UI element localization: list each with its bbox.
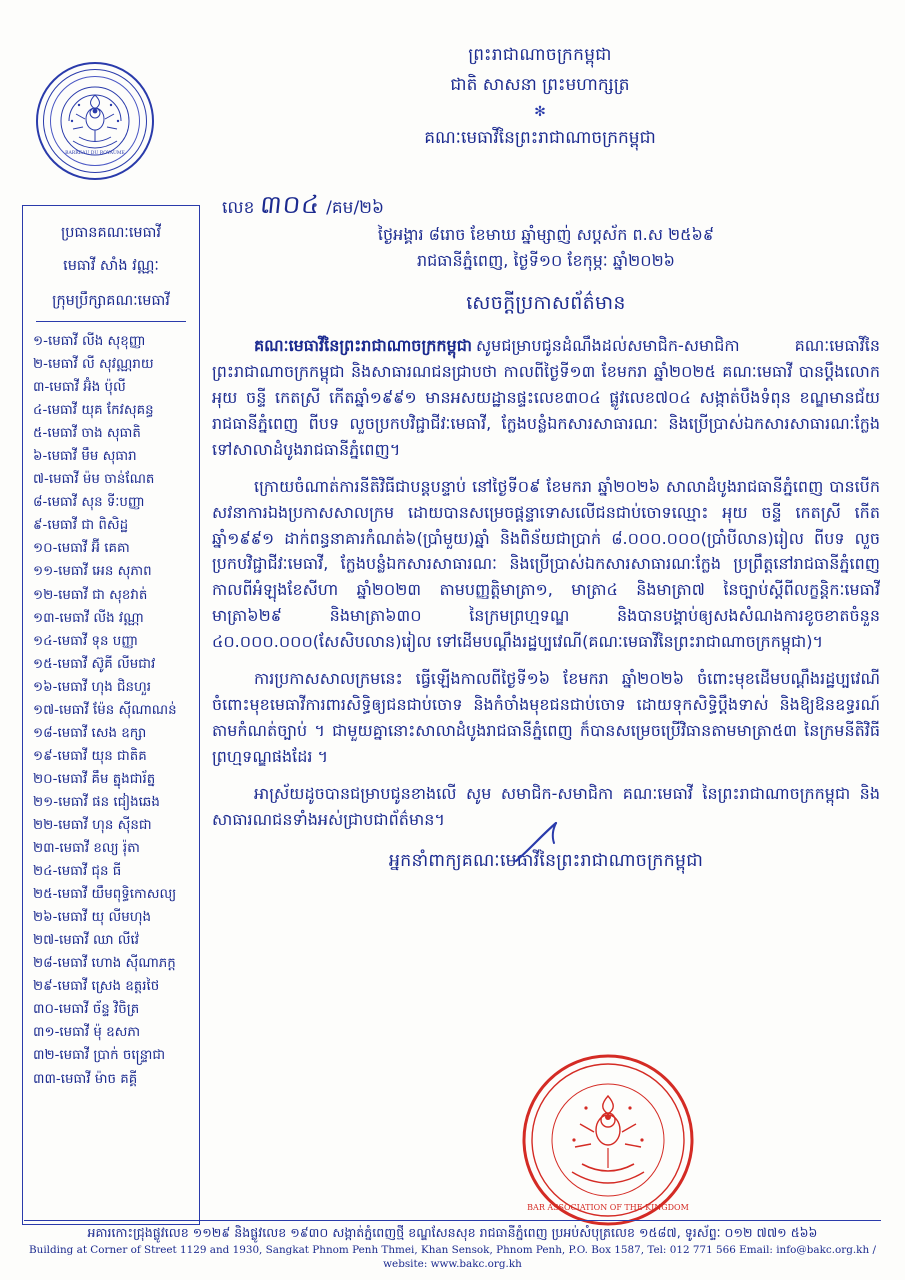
list-item: ២៤-មេធាវី ជុន ធី: [33, 864, 122, 880]
document-header: [210, 42, 870, 152]
footer-address-english: Building at Corner of Street 1129 and 1930, Sangkat Phnom Penh Thmei, Khan Sensok, Phnom Penh, P.O. Box 1587, Tel: 012 771 566 Email: info@bakc.org.kh / website: www.bakc.org.kh: [29, 1243, 876, 1271]
list-item: ៦-មេធាវី មឹម សុធារា: [33, 449, 137, 465]
paragraph-3: ការប្រកាសសាលក្រមនេះ ធ្វើឡើងកាលពីថ្ងៃទី១៦ ខែមករា ឆ្នាំ២០២៦ ចំពោះមុខដើមបណ្តឹងរដ្ឋប្បវេណី ចំពោះមុខមេធាវីការពារសិទ្ធិឲ្យជនជាប់ចោទ និងកំចាំងមុខជនជាប់ចោទ ដោយទុកសិទ្ធិប្តឹងទាស់ និងឱ្យឱនឧទ្ធរណ៍តាមកំណត់ច្បាប់ ។ ជាមួយគ្នានោះសាលាដំបូងរាជធានីភ្នំពេញ ក៏បានសម្រេចប្រើវិធានតាមមាត្រា៥៣ នៃក្រមនីតិវិធីព្រហ្មទណ្ឌផងដែរ ។: [212, 669, 880, 766]
list-item: ៣-មេធាវី អ៊ំង ប៉ុលី: [33, 380, 126, 396]
bar-association-emblem: [36, 62, 154, 180]
svg-text:BARREAU DU ROYAUME: BARREAU DU ROYAUME: [65, 151, 125, 156]
footer-divider: [24, 1220, 881, 1222]
lunar-date: ថ្ងៃអង្គារ ៨រោច ខែមាឃ ឆ្នាំម្សាញ់ សប្តស័ក ព.ស ២៥៦៩: [377, 225, 715, 244]
list-item: ១៧-មេធាវី ម៉ែន ស៊ីណាណន់: [33, 702, 177, 718]
document-footer: [0, 1220, 905, 1272]
sidebar-president-label: ប្រធានគណៈមេធាវី: [60, 225, 162, 241]
paragraph-2: ក្រោយចំណាត់ការនីតិវិធីជាបន្តបន្ទាប់ នៅថ្ងៃទី០៩ ខែមករា ឆ្នាំ២០២៦ សាលាដំបូងរាជធានីភ្នំពេញ បានបើកសវនាការឯងប្រកាសសាលក្រម ដោយបានសម្រេចផ្តន្ទាទោសលើជនជាប់ចោទឈ្មោះ អុយ ចន្ទី កេតស្រី កើតឆ្នាំ១៩៩១ ដាក់ពន្ធនាគារកំណត់៦(ប្រាំមួយ)ឆ្នាំ និងពិន័យជាប្រាក់ ៨.០០០.០០០(ប្រាំបីលាន)រៀល ពីបទ លួចប្រកបវិជ្ជាជីវៈមេធាវី, ក្លែងបន្លំឯកសារសាធារណៈ និងប្រើប្រាស់ឯកសារសាធារណៈក្លែង ប្រព្រឹត្តនៅរាជធានីភ្នំពេញ កាលពីអំឡុងខែសីហា ឆ្នាំ២០២៣ តាមបញ្ញត្តិមាត្រា១, មាត្រា៤ និងមាត្រា៧ នៃច្បាប់ស្តីពីលក្ខន្តិកៈមេធាវី មាត្រា៦២៩ និងមាត្រា៦៣០ នៃក្រមព្រហ្មទណ្ឌ និងបានបង្គាប់ឲ្យសងសំណងការខូចខាតចំនួន ៤០.០០០.០០០(សែសិបលាន)រៀល ទៅដើមបណ្តឹងរដ្ឋប្បវេណី(គណៈមេធាវីនៃព្រះរាជាណាចក្រកម្ពុជា)។: [212, 476, 880, 652]
document-number: [222, 190, 384, 226]
list-item: ២០-មេធាវី គឹម ត្នុងជារ័ត្ន: [33, 771, 156, 787]
sidebar-group-label: ក្រុមប្រឹក្សាគណៈមេធាវី: [52, 293, 170, 309]
emblem-inner-ring-2: [50, 76, 140, 166]
list-item: ១៥-មេធាវី ស៊ូគី លីមជាវ: [33, 656, 156, 672]
list-item: ១-មេធាវី លីង សុខុញ្ញា: [33, 334, 146, 349]
list-item: ២៩-មេធាវី ស្រេង ឧត្តរថៃ: [33, 979, 160, 995]
footer-address-khmer: អគារកោះជ្រុងផ្លូវលេខ ១១២៩ និងផ្លូវលេខ ១៩៣០ សង្កាត់ភ្នំពេញថ្មី ខណ្ឌសែនសុខ រាជធានីភ្នំពេញ ប្រអប់សំបុត្រលេខ ១៥៨៧, ទូរស័ព្ទៈ ០១២ ៧៧១ ៥៦៦: [87, 1225, 818, 1241]
list-item: ៥-មេធាវី ចាង សុធាតិ: [33, 426, 141, 442]
list-item: ១៣-មេធាវី លីង វណ្ណា: [33, 610, 144, 626]
paragraph-4: អាស្រ័យដូចបានជម្រាបជូនខាងលើ សូម សមាជិក-សមាជិកា គណៈមេធាវី នៃព្រះរាជាណាចក្រកម្ពុជា និងសាធារណជនទាំងអស់ជ្រាបជាព័ត៌មាន។: [212, 783, 880, 829]
list-item: ២៨-មេធាវី ហោង ស៊ីណាភក្ត: [33, 956, 176, 972]
list-item: ៣៣-មេធាវី ម៉ាច គគ្គី: [33, 1071, 138, 1087]
sidebar-president-name: មេធាវី សាំង វណ្ណៈ: [63, 258, 159, 274]
paragraph-1-text: សូមជម្រាបជូនដំណឹងដល់សមាជិក-សមាជិកា គណៈមេធាវីនៃព្រះរាជាណាចក្រកម្ពុជា និងសាធារណជនជ្រាបថា កាលពីថ្ងៃទី១៣ ខែមករា ឆ្នាំ២០២៥ គណៈមេធាវី បានប្តឹងលោក អុយ ចន្ទី កេតស្រី កើតឆ្នាំ១៩៩១ មានអសយដ្ឋានផ្ទះលេខ៣០៤ ផ្លូវលេខ៧០៤ សង្កាត់បឹងទំពុន ខណ្ឌមានជ័យ រាជធានីភ្នំពេញ ពីបទ លួចប្រកបវិជ្ជាជីវៈមេធាវី, ក្លែងបន្លំឯកសារសាធារណៈ និងប្រើប្រាស់ឯកសារសាធារណៈក្លែង ទៅសាលាដំបូងរាជធានីភ្នំពេញ។: [212, 336, 880, 459]
kingdom-line: ព្រះរាជាណាចក្រកម្ពុជា: [468, 45, 612, 65]
list-item: ៨-មេធាវី សុន ទីៈបញ្ញា: [33, 495, 145, 511]
gregorian-date: រាជធានីភ្នំពេញ, ថ្ងៃទី១០ ខែកុម្ភៈ ឆ្នាំ២០២៦: [416, 250, 676, 270]
document-number-label: លេខ: [222, 198, 255, 218]
list-item: ៣១-មេធាវី ម៉ុ ឧសភា: [33, 1025, 141, 1041]
list-item: ២១-មេធាវី ផន ជៀងឆេង: [33, 794, 160, 810]
sidebar-member-list: [29, 330, 193, 1091]
council-sidebar: [22, 205, 200, 1225]
page-title: សេចក្តីប្រកាសព័ត៌មាន: [466, 292, 626, 315]
list-item: ២៥-មេធាវី យឹមពុទ្ធិកោសល្យ: [33, 887, 177, 903]
document-number-value: ៣០៤: [259, 190, 323, 219]
star-decoration-icon: ✻: [534, 103, 546, 120]
signature-block: [212, 849, 880, 875]
official-red-seal: [508, 1052, 708, 1228]
list-item: ២-មេធាវី លី សុវណ្ណរាយ: [33, 357, 154, 373]
list-item: ១៦-មេធាវី ហុង ជិនហួរ: [33, 679, 151, 695]
institution-line: គណៈមេធាវីនៃព្រះរាជាណាចក្រកម្ពុជា: [424, 128, 656, 149]
list-item: ២៦-មេធាវី យុ លីមហុង: [33, 910, 151, 926]
date-block: [212, 222, 880, 273]
signature-title: អ្នកនាំពាក្យគណៈមេធាវីនៃព្រះរាជាណាចក្រកម្ពុជា: [388, 850, 704, 871]
document-body: [212, 222, 880, 875]
paragraph-1-lead: គណៈមេធាវីនៃព្រះរាជាណាចក្រកម្ពុជា: [254, 336, 472, 356]
list-item: ៤-មេធាវី យុគ កែវសុគន្ធ: [33, 403, 154, 419]
list-item: ២៣-មេធាវី ខល្យ រ៉ុតា: [33, 841, 140, 857]
sidebar-divider: [36, 321, 186, 322]
list-item: ១៤-មេធាវី ទុន បញ្ញា: [33, 633, 138, 649]
list-item: ១៨-មេធាវី សេង ឧក្សា: [33, 725, 147, 741]
list-item: ៧-មេធាវី ម៉ម ចាន់ណែត: [33, 472, 155, 488]
list-item: ១១-មេធាវី អេន សុភាព: [33, 564, 152, 580]
list-item: ១០-មេធាវី អ៊ី គេគា: [33, 541, 130, 557]
list-item: ១២-មេធាវី ជា សុខវាត់: [33, 587, 148, 603]
list-item: ៣២-មេធាវី ប្រាក់ ចន្ទ្រោជា: [33, 1048, 166, 1064]
list-item: ៩-មេធាវី ជា ពិសិដ្ឋ: [33, 518, 129, 534]
list-item: ១៩-មេធាវី យុន ជាតិគ: [33, 748, 147, 764]
list-item: ២២-មេធាវី ហុន ស៊ីនជា: [33, 817, 152, 833]
paragraph-1: [212, 333, 880, 463]
document-number-suffix: /គម/២៦: [326, 198, 385, 218]
list-item: ២៧-មេធាវី ឈា លីវ៉េ: [33, 933, 140, 949]
motto-line: ជាតិ សាសនា ព្រះមហាក្សត្រ: [450, 75, 630, 96]
svg-text:BAR ASSOCIATION OF THE KINGDOM: BAR ASSOCIATION OF THE KINGDOM: [527, 1203, 689, 1212]
list-item: ៣០-មេធាវី ច័ន្ទ វិចិត្រ: [33, 1002, 140, 1018]
